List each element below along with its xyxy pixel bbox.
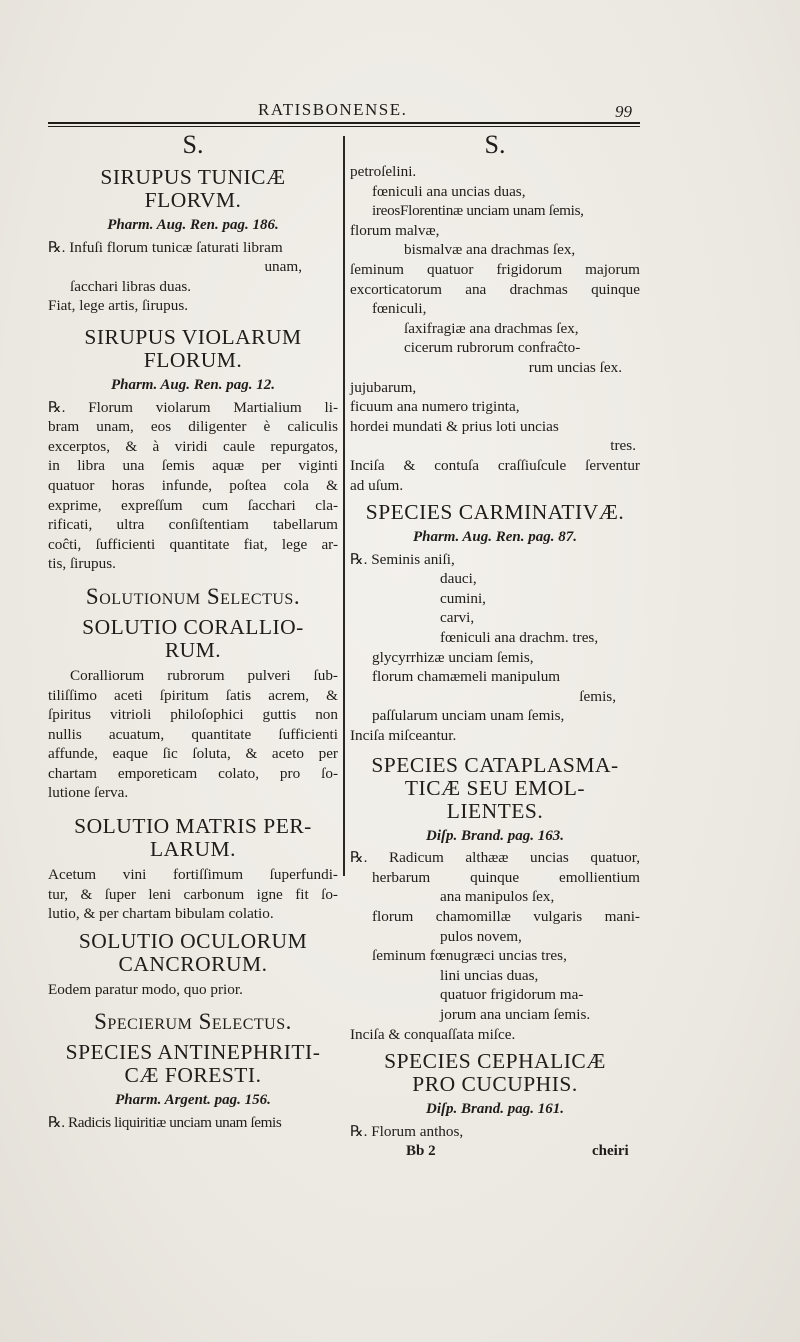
recipe-body: ℞. Seminis aniſi, dauci, cumini, carvi, fœniculi ana drachm. tres, glycyrrhizæ unciam ſemis, florum chamæmeli manipulum ſemis, paſſularum unciam unam ſemis, Inciſa miſceantur.: [350, 550, 616, 745]
recipe-title: SIRUPUS TUNICÆ FLORVM.: [100, 165, 286, 212]
recipe-body: ℞. Florum anthos,: [350, 1122, 464, 1140]
recipe-reference: Diſp. Brand. pag. 163.: [426, 827, 564, 844]
section-heading: Solutionum Selectus.: [85, 583, 301, 609]
recipe-title: SPECIES CATAPLASMA- TICÆ SEU EMOL- LIENTES.: [371, 752, 619, 823]
section-heading: Specierum Selectus.: [94, 1009, 292, 1035]
section-letter: S.: [182, 130, 204, 159]
header-rule: [48, 122, 640, 124]
recipe-body: Eodem paratur modo, quo prior.: [48, 980, 243, 998]
column-divider: [343, 136, 345, 876]
recipe-reference: Pharm. Argent. pag. 156.: [115, 1092, 271, 1109]
right-column: [350, 130, 640, 1141]
header-rule-thin: [48, 126, 640, 127]
recipe-title: SOLUTIO CORALLIO- RUM.: [82, 614, 304, 662]
recipe-reference: Pharm. Aug. Ren. pag. 12.: [110, 376, 276, 393]
recipe-title: SPECIES CARMINATIVÆ.: [365, 500, 625, 525]
page-number: 99: [615, 102, 632, 121]
left-column: [48, 130, 338, 1133]
recipe-title: SPECIES ANTINEPHRITI- CÆ FORESTI.: [65, 1040, 321, 1088]
recipe-body: ℞. Florum violarum Martialium li- bram unam, eos diligenter è caliculis excerptos, & à viridi caule repurgatos, in libra una ſemis aquæ per viginti quatuor horas infunde, poſtea cola & exprime, expreſſum cum ſacchari cla- rificati, ultra conſiſtentiam tabellarum coĉti, ſufficienti quantitate fiat, lege ar- tis, ſirupus.: [48, 398, 338, 573]
recipe-title: SOLUTIO MATRIS PER- LARUM.: [74, 814, 312, 862]
recipe-reference: Diſp. Brand. pag. 161.: [426, 1101, 564, 1118]
recipe-title: SIRUPUS VIOLARUM FLORUM.: [84, 324, 302, 372]
recipe-reference: Pharm. Aug. Ren. pag. 186.: [107, 217, 279, 233]
catchword: cheiri: [592, 1143, 629, 1159]
recipe-continuation: petroſelini. fœniculi ana uncias duas, ireosFlorentinæ unciam unam ſemis, florum malvæ, bismalvæ ana drachmas ſex, ſeminum quatuor frigidorum majorum excorticatorum ana drachmas quinque fœniculi, ſaxifragiæ ana drachmas ſex, cicerum rubrorum confraĉto- rum uncias ſex. jujubarum, ficuum ana numero triginta, hordei mundati & prius loti uncias tres. Inciſa & contuſa craſſiuſcule ſerventur ad uſum.: [350, 163, 640, 494]
recipe-body: ℞. Radicum althææ uncias quatuor, herbarum quinque emollientium ana manipulos ſex, florum chamomillæ vulgaris mani- pulos novem, ſeminum fœnugræci uncias tres, lini uncias duas, quatuor frigidorum ma- jorum ana unciam ſemis. Inciſa & conquaſſata miſce.: [350, 849, 640, 1043]
signature-mark: Bb 2: [406, 1143, 436, 1159]
recipe-reference: Pharm. Aug. Ren. pag. 87.: [412, 529, 578, 546]
recipe-title: SPECIES CEPHALICÆ PRO CUCUPHIS.: [384, 1049, 606, 1097]
recipe-body: Coralliorum rubrorum pulveri ſub- tiliſſimo aceti ſpiritum ſatis acrem, & ſpiritus vitrioli philoſophici guttis non nullis acuatum, quantitate ſufficienti affunde, eaque ſic ſoluta, & aceto per chartam emporeticam colato, pro ſo- lutione ſerva.: [48, 666, 338, 802]
recipe-body: ℞. Infuſi florum tunicæ ſaturati libram unam, ſacchari libras duas. Fiat, lege artis, ſirupus.: [48, 238, 302, 315]
recipe-body: Acetum vini fortiſſimum ſuperfundi- tur, & ſuper leni carbonum igne fit ſo- lutio, & per chartam bibulam colatio.: [48, 866, 338, 923]
running-head: RATISBONENSE.: [258, 100, 408, 119]
recipe-body: ℞. Radicis liquiritiæ unciam unam ſemis: [48, 1114, 282, 1132]
recipe-title: SOLUTIO OCULORUM CANCRORUM.: [78, 928, 308, 976]
section-letter: S.: [484, 130, 506, 159]
